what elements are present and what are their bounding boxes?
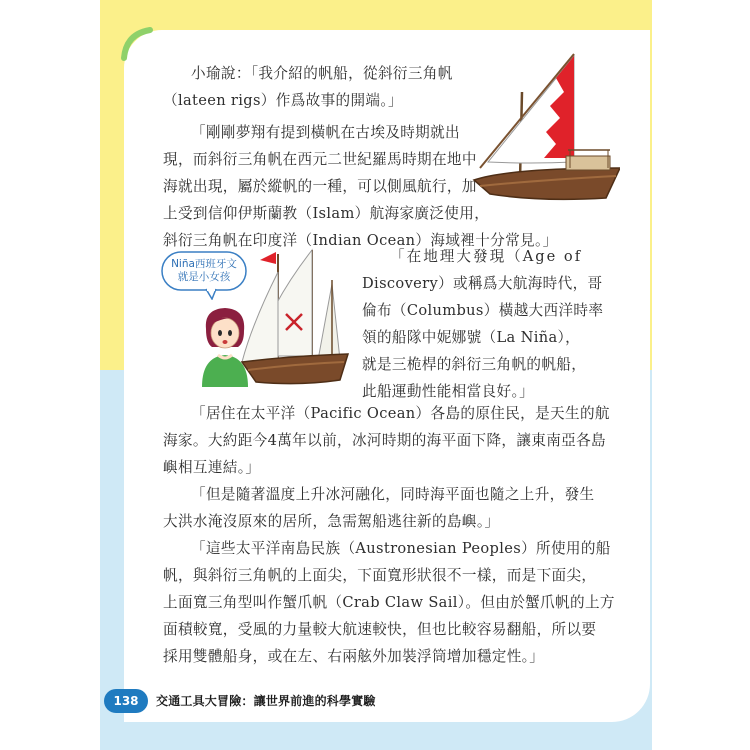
bubble-line: 就是小女孩 [177, 271, 231, 283]
paragraph-lateen-intro [163, 60, 453, 114]
paragraph-ice-melt [163, 481, 594, 535]
text-line: 嶼相互連結。」 [163, 459, 261, 476]
text-line: 現，而斜衍三角帆在西元二世紀羅馬時期在地中 [163, 151, 477, 168]
lateen-sail-ship-illustration [470, 52, 620, 212]
text-line: 採用雙體船身，或在左、右兩舷外加裝浮筒增加穩定性。」 [163, 648, 545, 665]
text-line: （lateen rigs）作爲故事的開端。」 [163, 92, 403, 109]
speech-bubble-text [164, 258, 244, 284]
text-line: 「但是隨著溫度上升冰河融化，同時海平面也隨之上升，發生 [191, 486, 595, 503]
paragraph-age-of-discovery [362, 243, 603, 405]
text-line: 領的船隊中妮娜號（La Niña）， [362, 329, 581, 346]
text-line: 面積較寬，受風的力量較大航速較快，但也比較容易翻船，所以要 [163, 621, 597, 638]
text-line: 上受到信仰伊斯蘭教（Islam）航海家廣泛使用， [163, 205, 490, 222]
text-line: 海就出現，屬於縱帆的一種，可以側風航行，加 [163, 178, 477, 195]
paragraph-pacific-islanders [163, 400, 610, 481]
text-line: 倫布（Columbus）橫越大西洋時率 [362, 302, 604, 319]
nina-caravel-illustration [240, 244, 350, 392]
text-line: 斜衍三角帆在印度洋（Indian Ocean）海域裡十分常見。」 [163, 232, 558, 249]
bubble-line: Niña西班牙文 [171, 258, 237, 270]
text-line: 上面寬三角型叫作蟹爪帆（Crab Claw Sail）。但由於蟹爪帆的上方 [163, 594, 615, 611]
book-title-footer: 交通工具大冒險：讓世界前進的科學實驗 [156, 694, 376, 708]
text-line: 就是三桅桿的斜衍三角帆的帆船， [362, 356, 587, 373]
text-line: 小瑜說：「我介紹的帆船，從斜衍三角帆 [191, 65, 453, 82]
text-line: 「居住在太平洋（Pacific Ocean）各島的原住民，是天生的航 [191, 405, 610, 422]
text-line: Discovery）或稱爲大航海時代，哥 [362, 275, 603, 292]
text-line: 此船運動性能相當良好。」 [362, 383, 535, 400]
text-line: 大洪水淹沒原來的居所，急需駕船逃往新的島嶼。」 [163, 513, 500, 530]
text-line: 海家。大約距今4萬年以前，冰河時期的海平面下降，讓東南亞各島 [163, 432, 607, 449]
text-line: 「在地理大發現（Age of [390, 248, 583, 265]
text-line: 帆，與斜衍三角帆的上面尖，下面寬形狀很不一樣，而是下面尖， [163, 567, 597, 584]
page-number-badge: 138 [104, 689, 148, 713]
text-line: 「剛剛夢翔有提到橫帆在古埃及時期就出 [191, 124, 460, 141]
paragraph-crab-claw-sail [163, 535, 615, 670]
text-line: 「這些太平洋南島民族（Austronesian Peoples）所使用的船 [191, 540, 611, 557]
